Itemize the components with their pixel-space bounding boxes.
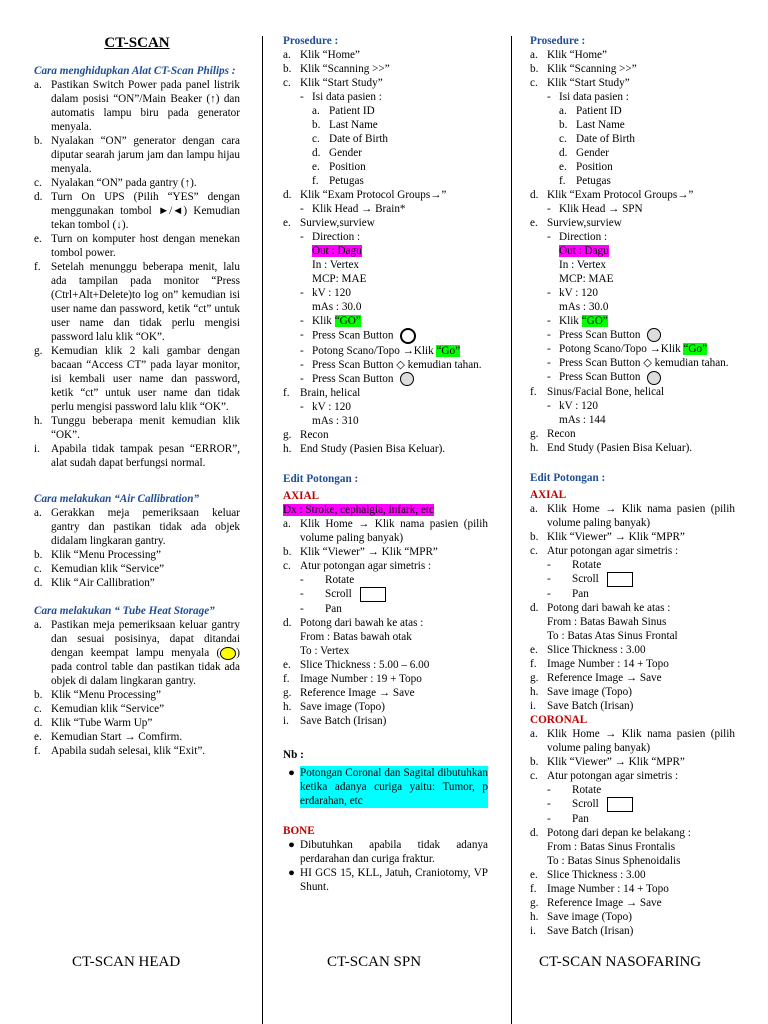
section-title-power-on: Cara menghidupkan Alat CT-Scan Philips : <box>34 65 236 77</box>
coronal-title: CORONAL <box>530 713 588 726</box>
list-item: a. Gerakkan meja pemeriksaan keluar gantry dan pastikan tidak ada objek didalam lingkaran gantry. <box>34 507 240 547</box>
list-item: c. Date of Birth <box>559 133 636 145</box>
footer-title-nasofaring: CT-SCAN NASOFARING <box>539 954 702 970</box>
list-item: b. Nyalakan “ON” generator dengan cara diputar searah jarum jam dan lampu hijau menyala. <box>34 135 240 175</box>
list-item: c. Date of Birth <box>312 133 389 145</box>
air-calibration-list <box>34 506 240 590</box>
list-item: a. Patient ID <box>559 105 622 117</box>
list-item: d. Gender <box>312 147 362 159</box>
note-title: Nb : <box>283 749 304 762</box>
column-divider-1 <box>262 36 263 1024</box>
procedure-title: Prosedure : <box>530 35 586 47</box>
list-item: i. Apabila tidak tampak pesan “ERROR”, alat sudah dapat berfungsi normal. <box>34 443 240 469</box>
list-item: h. Save image (Topo) <box>283 701 385 714</box>
list-item: f. Image Number : 19 + Topo <box>283 673 422 686</box>
list-item: e. Position <box>312 161 366 173</box>
list-item: i. Save Batch (Irisan) <box>530 699 634 712</box>
scan-hold-icon: ◇ <box>396 359 405 371</box>
patient-data-list <box>283 104 488 188</box>
list-item: e. Slice Thickness : 3.00 <box>530 868 646 881</box>
list-item: e. Slice Thickness : 3.00 <box>530 643 646 656</box>
bullet-item: ● Dibutuhkan apabila tidak adanya perdarahan dan curiga fraktur. <box>288 839 488 866</box>
list-item: a. Klik Home → Klik nama pasien (pilih volume paling banyak) <box>283 518 488 545</box>
scroll-box-icon <box>360 587 386 602</box>
list-item: i. Save Batch (Irisan) <box>283 715 387 728</box>
scan-button-icon <box>647 371 661 385</box>
list-item: b. Klik “Viewer” → Klik “MPR” <box>283 546 438 559</box>
bullet-item: ● HI GCS 15, KLL, Jatuh, Craniotomy, VP Shunt. <box>288 867 488 894</box>
list-item: a. Klik Home → Klik nama pasien (pilih volume paling banyak) <box>530 502 735 529</box>
list-item: c. Atur potongan agar simetris : <box>283 560 432 573</box>
column-2: Prosedure : a. Klik “Home” b. Klik “Scanning >>” c. Klik “Start Study” - Isi data pasien : a. Patient ID b. Last Name c. Date of Birth d. Gender e. Position f. Petugas d. Klik “Exam Protocol Groups→” - Klik Head → Brain* e. Surview,surview - Direction : Out : Dagu In : Vertex MCP: MAE - kV : 120 mAs : 30.0 - Klik “GO” - Press Scan Button - Potong Scano/Topo →Klik “Go” - Press Scan Button ◇ kemudian tahan. - Press Scan Button f. Brain, helical - kV : 120 mAs : 310 g. Recon h. End Study (Pasien Bisa Keluar). Edit Potongan : AXIAL Dx : Stroke, cephalgia, infark, etc a. Klik Home → Klik nama pasien (pilih volume paling banyak) b. Klik “Viewer” → Klik “MPR” c. Atur potongan agar simetris : - Rotate - Scroll - Pan d. Potong dari bawah ke atas : From : Batas bawah otak To : Vertex e. Slice Thickness : 5.00 – 6.00 f. Image Number : 19 + Topo g. Reference Image → Save h. Save image (Topo) i. Save Batch (Irisan) Nb : ● Potongan Coronal dan Sagital dibutuhkan ketika adanya curiga yaitu: Tumor, p erdarahan, etc BONE ● Dibutuhkan apabila tidak adanya perdarahan dan curiga fraktur. ● HI GCS 15, KLL, Jatuh, Craniotomy, VP Shunt. <box>283 35 488 894</box>
section-title-air-calibration: Cara melakukan “Air Callibration” <box>34 493 200 505</box>
column-divider-2 <box>511 36 512 1024</box>
list-item: g. Reference Image → Save <box>530 896 662 909</box>
list-item: a. Pastikan meja pemeriksaan keluar gantry dan sesuai posisinya, dapat ditandai dengan keempat lampu menyala ( ) pada control table dan pastikan tidak ada objek di dalam lingkaran gantry. <box>34 619 240 687</box>
tube-heat-list <box>34 688 240 758</box>
list-item: e. Kemudian Start → Comfirm. <box>34 731 183 743</box>
list-item: d. Turn On UPS (Pilih “YES” dengan menggunakan tombol ►/◄) Kemudian tekan tombol (↓). <box>34 191 240 231</box>
procedure-title: Prosedure : <box>283 35 339 47</box>
bone-title: BONE <box>283 825 315 838</box>
list-item: h. Save image (Topo) <box>530 685 632 698</box>
list-item: b. Klik “Viewer” → Klik “MPR” <box>530 530 685 543</box>
list-item: e. Slice Thickness : 5.00 – 6.00 <box>283 659 430 672</box>
column-3: Prosedure : a. Klik “Home” b. Klik “Scanning >>” c. Klik “Start Study” - Isi data pasien : a. Patient ID b. Last Name c. Date of Birth d. Gender e. Position f. Petugas d. Klik “Exam Protocol Groups→” - Klik Head → SPN e. Surview,surview - Direction : Out : Dagu In : Vertex MCP: MAE - kV : 120 mAs : 30.0 - Klik “GO” - Press Scan Button - Potong Scano/Topo →Klik “Go” - Press Scan Button ◇ kemudian tahan. - Press Scan Button f. Sinus/Facial Bone, helical - kV : 120 mAs : 144 g. Recon h. End Study (Pasien Bisa Keluar). Edit Potongan : AXIAL a. Klik Home → Klik nama pasien (pilih volume paling banyak) b. Klik “Viewer” → Klik “MPR” c. Atur potongan agar simetris : - Rotate - Scroll - Pan d. Potong dari bawah ke atas : From : Batas Bawah Sinus To : Batas Atas Sinus Frontal e. Slice Thickness : 3.00 f. Image Number : 14 + Topo g. Reference Image → Save h. Save image (Topo) i. Save Batch (Irisan) CORONAL a. Klik Home → Klik nama pasien (pilih volume paling banyak) b. Klik “Viewer” → Klik “MPR” c. Atur potongan agar simetris : - Rotate - Scroll - Pan d. Potong dari depan ke belakang : From : Batas Sinus Frontalis To : Batas Sinus Sphenoidalis e. Slice Thickness : 3.00 f. Image Number : 14 + Topo g. Reference Image → Save h. Save image (Topo) i. Save Batch (Irisan) <box>530 35 735 937</box>
list-item: b. Klik “Viewer” → Klik “MPR” <box>530 755 685 768</box>
list-item: e. Turn on komputer host dengan menekan tombol power. <box>34 233 240 259</box>
list-item: e. Position <box>559 161 613 173</box>
list-item: d. Klik “Air Callibration” <box>34 577 155 589</box>
list-item: c. Atur potongan agar simetris : <box>530 544 679 557</box>
list-item: a. Pastikan Switch Power pada panel listrik dalam posisi “ON”/Main Beaker (↑) dan automatis lampu biru pada generator menyala. <box>34 79 240 133</box>
scroll-box-icon <box>607 797 633 812</box>
go-label: “GO” <box>334 315 361 327</box>
list-item: h. Save image (Topo) <box>530 910 632 923</box>
edit-title: Edit Potongan : <box>283 473 359 486</box>
patient-data-list <box>530 104 735 188</box>
list-item: a. Patient ID <box>312 105 375 117</box>
scan-button-icon <box>400 328 416 344</box>
edit-title: Edit Potongan : <box>530 471 606 484</box>
column-1 <box>34 0 240 758</box>
list-item: c. Nyalakan “ON” pada gantry (↑). <box>34 177 197 189</box>
list-item: b. Klik “Menu Processing” <box>34 689 161 701</box>
note-item: ● Potongan Coronal dan Sagital dibutuhkan ketika adanya curiga yaitu: Tumor, p erdarahan, etc <box>288 767 488 808</box>
list-item: b. Last Name <box>312 119 378 131</box>
list-item: i. Save Batch (Irisan) <box>530 924 634 937</box>
list-item: f. Image Number : 14 + Topo <box>530 882 669 895</box>
power-on-list <box>34 78 240 470</box>
scan-hold-icon: ◇ <box>643 357 652 370</box>
list-item: c. Kemudian klik “Service” <box>34 703 165 715</box>
axial-title: AXIAL <box>283 490 320 503</box>
footer-title-spn: CT-SCAN SPN <box>327 954 422 970</box>
list-item: d. Klik “Tube Warm Up” <box>34 717 153 729</box>
section-title-tube-heat: Cara melakukan “ Tube Heat Storage” <box>34 605 215 617</box>
list-item: f. Setelah menunggu beberapa menit, lalu ada tampilan pada monitor “Press (Ctrl+Alt+Delete)to log on” kemudian isi user name dan password, ketik “ct” untuk user name dan tidak perlu mengisi password lalu klik “OK”. <box>34 261 240 343</box>
axial-title: AXIAL <box>530 488 567 501</box>
list-item: b. Klik “Menu Processing” <box>34 549 161 561</box>
footer-title-head: CT-SCAN HEAD <box>72 954 181 970</box>
list-item: c. Kemudian klik “Service” <box>34 563 165 575</box>
list-item: f. Apabila sudah selesai, klik “Exit”. <box>34 745 206 757</box>
go-label: “GO” <box>581 315 608 327</box>
list-item: h. Tunggu beberapa menit kemudian klik “OK”. <box>34 415 240 441</box>
list-item: f. Petugas <box>312 175 364 187</box>
list-item: d. Gender <box>559 147 609 159</box>
list-item: g. Reference Image → Save <box>530 671 662 684</box>
lamp-icon <box>220 647 236 660</box>
list-item: f. Image Number : 14 + Topo <box>530 657 669 670</box>
page-title: CT-SCAN <box>104 35 170 51</box>
scroll-box-icon <box>607 572 633 587</box>
scan-button-icon <box>400 372 414 386</box>
list-item: c. Atur potongan agar simetris : <box>530 769 679 782</box>
list-item: g. Reference Image → Save <box>283 687 415 700</box>
scan-button-icon <box>647 328 661 342</box>
list-item: f. Petugas <box>559 175 611 187</box>
diagnosis-label: Dx : Stroke, cephalgia, infark, etc <box>283 504 434 517</box>
list-item: g. Kemudian klik 2 kali gambar dengan bacaan “Access CT” pada layar monitor, isi kembali user name dan password, ketik “ct” untuk user name dan tidak perlu mengisi password lalu klik “OK”. <box>34 345 240 413</box>
list-item: b. Last Name <box>559 119 625 131</box>
list-item: a. Klik Home → Klik nama pasien (pilih volume paling banyak) <box>530 727 735 754</box>
